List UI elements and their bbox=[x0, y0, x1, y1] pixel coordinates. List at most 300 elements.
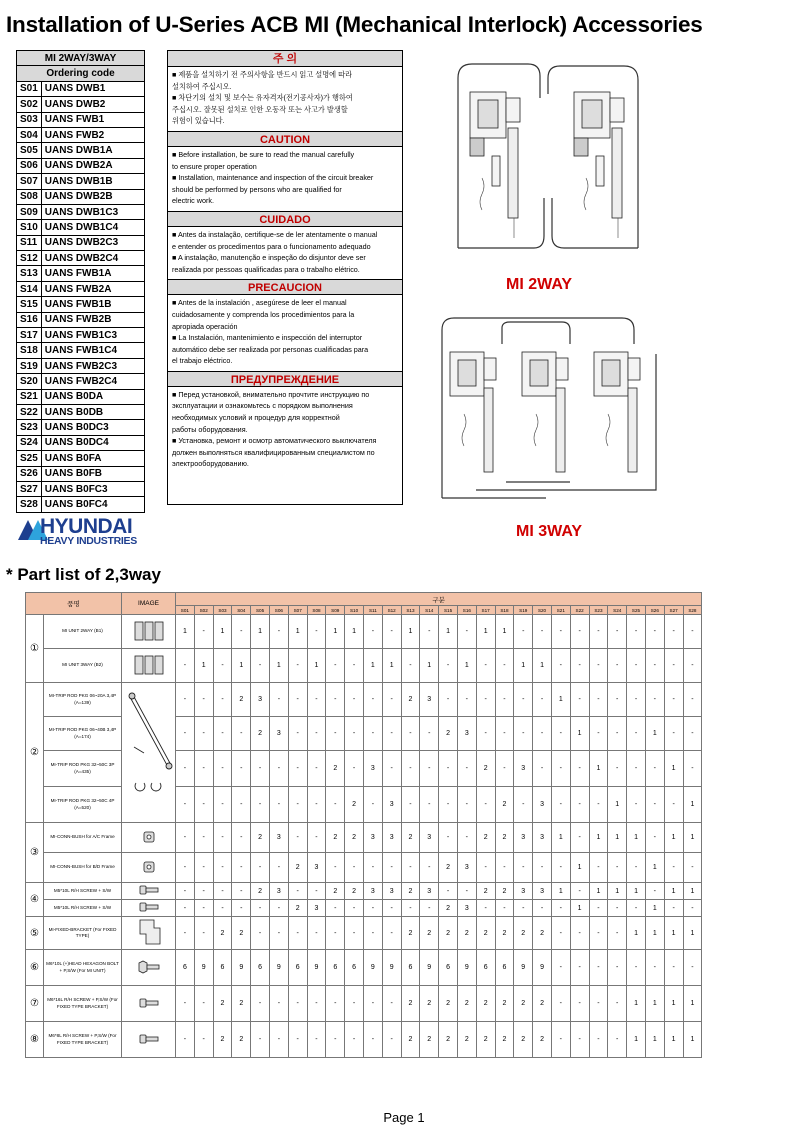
part-quantity: - bbox=[269, 751, 288, 787]
part-quantity: - bbox=[533, 717, 552, 751]
warning-line: 설치하여 주십시오. bbox=[172, 81, 232, 91]
ordering-row bbox=[17, 328, 145, 343]
part-quantity: - bbox=[514, 615, 533, 649]
warning-line: необходимых условий и процедур для корректной bbox=[172, 413, 340, 423]
part-quantity: 1 bbox=[269, 649, 288, 683]
part-quantity: 1 bbox=[420, 649, 439, 683]
part-quantity: - bbox=[551, 853, 570, 883]
warning-line: electric work. bbox=[172, 196, 214, 206]
part-quantity: - bbox=[401, 717, 420, 751]
part-quantity: - bbox=[176, 787, 195, 823]
part-quantity: - bbox=[251, 787, 270, 823]
part-quantity: - bbox=[457, 683, 476, 717]
part-quantity: - bbox=[382, 986, 401, 1022]
part-quantity: 1 bbox=[363, 649, 382, 683]
part-quantity: - bbox=[589, 787, 608, 823]
part-quantity: - bbox=[194, 717, 213, 751]
part-quantity: 2 bbox=[514, 986, 533, 1022]
part-quantity: - bbox=[176, 751, 195, 787]
part-quantity: - bbox=[664, 615, 683, 649]
part-quantity: - bbox=[194, 823, 213, 853]
ordering-row-code: UANS DWB1A bbox=[41, 143, 144, 158]
part-quantity: - bbox=[345, 1022, 364, 1058]
part-quantity: - bbox=[326, 900, 345, 917]
part-quantity: 1 bbox=[683, 986, 702, 1022]
part-name: MI-CONN-BUSH for A/C Frame bbox=[44, 823, 122, 853]
ordering-row bbox=[17, 251, 145, 266]
part-image bbox=[122, 683, 176, 823]
part-quantity: - bbox=[194, 853, 213, 883]
part-quantity: - bbox=[420, 900, 439, 917]
ordering-row bbox=[17, 281, 145, 296]
part-quantity: 2 bbox=[326, 751, 345, 787]
part-quantity: 2 bbox=[401, 823, 420, 853]
part-quantity: - bbox=[363, 787, 382, 823]
part-quantity: - bbox=[608, 1022, 627, 1058]
ordering-row bbox=[17, 297, 145, 312]
part-quantity: - bbox=[627, 787, 646, 823]
part-quantity: 2 bbox=[439, 853, 458, 883]
trip-rod-icon bbox=[124, 687, 174, 817]
ordering-row bbox=[17, 174, 145, 189]
part-image bbox=[122, 986, 176, 1022]
ordering-row bbox=[17, 497, 145, 512]
ordering-row-code: UANS DWB2B bbox=[41, 189, 144, 204]
part-quantity: 2 bbox=[401, 986, 420, 1022]
ordering-row-code: UANS FWB2A bbox=[41, 281, 144, 296]
warning-line: ■ 제품을 설치하기 전 주의사항을 반드시 읽고 설명에 따라 bbox=[172, 70, 353, 79]
page-number: Page 1 bbox=[383, 1110, 425, 1125]
part-quantity: - bbox=[213, 683, 232, 717]
part-quantity: 3 bbox=[382, 823, 401, 853]
warning-line: realizada por pessoas qualificadas para o trabalho elétrico. bbox=[172, 264, 360, 274]
code-column-header: S06 bbox=[269, 606, 288, 615]
part-quantity: 1 bbox=[194, 649, 213, 683]
part-quantity: - bbox=[589, 683, 608, 717]
ordering-row bbox=[17, 481, 145, 496]
part-quantity: - bbox=[551, 787, 570, 823]
part-quantity: - bbox=[307, 717, 326, 751]
warning-line: el trabajo eléctrico. bbox=[172, 356, 233, 366]
part-quantity: - bbox=[551, 717, 570, 751]
part-quantity: 6 bbox=[326, 950, 345, 986]
part-row bbox=[26, 615, 702, 649]
part-quantity: - bbox=[363, 717, 382, 751]
part-row bbox=[26, 649, 702, 683]
screw-icon bbox=[138, 997, 160, 1009]
ordering-row-number: S10 bbox=[17, 220, 42, 235]
part-quantity: - bbox=[664, 950, 683, 986]
part-quantity: - bbox=[251, 986, 270, 1022]
part-quantity: - bbox=[570, 615, 589, 649]
part-quantity: - bbox=[194, 683, 213, 717]
part-quantity: 2 bbox=[345, 823, 364, 853]
part-quantity: 1 bbox=[664, 823, 683, 853]
part-quantity: - bbox=[551, 649, 570, 683]
part-quantity: 1 bbox=[627, 883, 646, 900]
part-quantity: - bbox=[176, 823, 195, 853]
part-quantity: 2 bbox=[232, 917, 251, 950]
part-quantity: - bbox=[363, 900, 382, 917]
part-quantity: - bbox=[457, 615, 476, 649]
part-quantity: - bbox=[420, 615, 439, 649]
ordering-row-number: S17 bbox=[17, 328, 42, 343]
conn-bush-icon bbox=[139, 829, 159, 845]
part-quantity: - bbox=[589, 615, 608, 649]
part-quantity: - bbox=[401, 751, 420, 787]
warning-line: e entender os procedimentos para o funcionamento adequado bbox=[172, 241, 371, 251]
part-quantity: - bbox=[570, 917, 589, 950]
part-quantity: - bbox=[288, 883, 307, 900]
part-quantity: - bbox=[382, 853, 401, 883]
part-quantity: - bbox=[288, 717, 307, 751]
part-quantity: 1 bbox=[307, 649, 326, 683]
warning-line: ■ Installation, maintenance and inspection of the circuit breaker bbox=[172, 173, 374, 183]
ordering-row-code: UANS B0DB bbox=[41, 404, 144, 419]
part-quantity: - bbox=[589, 853, 608, 883]
part-quantity: 6 bbox=[251, 950, 270, 986]
part-quantity: 1 bbox=[551, 823, 570, 853]
hex-bolt-icon bbox=[137, 959, 161, 975]
mi-3way-diagram bbox=[436, 314, 662, 504]
part-quantity: - bbox=[232, 787, 251, 823]
part-quantity: - bbox=[307, 823, 326, 853]
ordering-row-number: S24 bbox=[17, 435, 42, 450]
part-quantity: - bbox=[326, 649, 345, 683]
part-quantity: 3 bbox=[420, 883, 439, 900]
part-quantity: - bbox=[269, 917, 288, 950]
part-quantity: - bbox=[645, 751, 664, 787]
part-quantity: 3 bbox=[457, 717, 476, 751]
part-quantity: - bbox=[288, 823, 307, 853]
part-quantity: - bbox=[608, 950, 627, 986]
part-quantity: - bbox=[570, 883, 589, 900]
ordering-row bbox=[17, 266, 145, 281]
part-quantity: - bbox=[683, 900, 702, 917]
part-quantity: - bbox=[213, 649, 232, 683]
part-quantity: - bbox=[307, 1022, 326, 1058]
warning-body bbox=[168, 227, 402, 279]
ordering-row-number: S26 bbox=[17, 466, 42, 481]
part-quantity: - bbox=[570, 950, 589, 986]
ordering-row-code: UANS FWB2B bbox=[41, 312, 144, 327]
part-quantity: 9 bbox=[232, 950, 251, 986]
part-quantity: - bbox=[326, 1022, 345, 1058]
part-group-number: ⑦ bbox=[26, 986, 44, 1022]
part-quantity: - bbox=[269, 900, 288, 917]
part-quantity: 3 bbox=[457, 900, 476, 917]
part-quantity: - bbox=[269, 986, 288, 1022]
part-quantity: - bbox=[570, 683, 589, 717]
part-quantity: 1 bbox=[570, 853, 589, 883]
part-quantity: - bbox=[345, 683, 364, 717]
part-quantity: - bbox=[589, 1022, 608, 1058]
mi-2way-diagram bbox=[448, 58, 648, 258]
part-quantity: - bbox=[269, 853, 288, 883]
part-quantity: 6 bbox=[476, 950, 495, 986]
part-name: MI-TRIP ROD PKG 06~40B 3,4P (A=174) bbox=[44, 717, 122, 751]
part-quantity: 1 bbox=[683, 917, 702, 950]
part-name: M5*10L R/H SCREW + S/W bbox=[44, 883, 122, 900]
part-quantity: - bbox=[345, 649, 364, 683]
ordering-row-code: UANS DWB2C3 bbox=[41, 235, 144, 250]
part-quantity: - bbox=[176, 986, 195, 1022]
part-row bbox=[26, 950, 702, 986]
part-quantity: - bbox=[232, 615, 251, 649]
part-quantity: - bbox=[608, 649, 627, 683]
part-quantity: 1 bbox=[345, 615, 364, 649]
code-column-header: S22 bbox=[570, 606, 589, 615]
code-column-header: S15 bbox=[439, 606, 458, 615]
part-quantity: 1 bbox=[495, 615, 514, 649]
part-quantity: - bbox=[457, 883, 476, 900]
part-quantity: 1 bbox=[570, 717, 589, 751]
ordering-header-code: Ordering code bbox=[17, 66, 145, 81]
warning-body bbox=[168, 387, 402, 474]
part-quantity: - bbox=[664, 787, 683, 823]
part-quantity: - bbox=[382, 1022, 401, 1058]
warning-line: ■ Установка, ремонт и осмотр автоматического выключателя bbox=[172, 436, 377, 446]
part-quantity: - bbox=[627, 615, 646, 649]
ordering-row-code: UANS FWB2C3 bbox=[41, 358, 144, 373]
part-quantity: - bbox=[194, 917, 213, 950]
part-group-number: ② bbox=[26, 683, 44, 823]
part-quantity: - bbox=[683, 717, 702, 751]
part-quantity: 1 bbox=[232, 649, 251, 683]
part-quantity: - bbox=[551, 751, 570, 787]
part-quantity: 1 bbox=[439, 615, 458, 649]
part-quantity: 1 bbox=[401, 615, 420, 649]
col-image-header: IMAGE bbox=[122, 593, 176, 615]
code-column-header: S13 bbox=[401, 606, 420, 615]
ordering-row bbox=[17, 420, 145, 435]
part-quantity: 1 bbox=[683, 1022, 702, 1058]
part-image bbox=[122, 853, 176, 883]
part-quantity: - bbox=[382, 683, 401, 717]
part-quantity: 2 bbox=[251, 883, 270, 900]
warning-line: ■ Перед установкой, внимательно прочтите инструкцию по bbox=[172, 389, 370, 399]
ordering-row bbox=[17, 220, 145, 235]
part-quantity: - bbox=[307, 917, 326, 950]
code-column-header: S09 bbox=[326, 606, 345, 615]
part-quantity: - bbox=[326, 717, 345, 751]
part-row bbox=[26, 917, 702, 950]
part-name: M5*10L R/H SCREW + S/W bbox=[44, 900, 122, 917]
part-quantity: - bbox=[401, 649, 420, 683]
part-quantity: - bbox=[288, 751, 307, 787]
part-quantity: - bbox=[645, 615, 664, 649]
part-quantity: - bbox=[288, 649, 307, 683]
part-quantity: - bbox=[345, 853, 364, 883]
part-quantity: - bbox=[326, 853, 345, 883]
ordering-row-number: S13 bbox=[17, 266, 42, 281]
part-group-number: ⑧ bbox=[26, 1022, 44, 1058]
part-quantity: 3 bbox=[251, 683, 270, 717]
part-quantity: 3 bbox=[269, 823, 288, 853]
part-quantity: - bbox=[194, 900, 213, 917]
part-quantity: 1 bbox=[551, 683, 570, 717]
part-image bbox=[122, 900, 176, 917]
part-quantity: - bbox=[232, 717, 251, 751]
part-quantity: 1 bbox=[645, 917, 664, 950]
part-quantity: - bbox=[664, 900, 683, 917]
part-quantity: 3 bbox=[420, 823, 439, 853]
code-column-header: S01 bbox=[176, 606, 195, 615]
part-quantity: - bbox=[551, 986, 570, 1022]
warning-line: ■ Before installation, be sure to read the manual carefully bbox=[172, 149, 355, 159]
part-quantity: - bbox=[176, 1022, 195, 1058]
part-name: MI-FIXED-BRACKET (For FIXED TYPE) bbox=[44, 917, 122, 950]
part-quantity: 1 bbox=[645, 986, 664, 1022]
part-name: M6*16L R/H SCREW + P,S/W (For FIXED TYPE BRACKET) bbox=[44, 986, 122, 1022]
part-quantity: - bbox=[533, 683, 552, 717]
part-quantity: 2 bbox=[213, 986, 232, 1022]
part-quantity: - bbox=[345, 900, 364, 917]
part-quantity: 2 bbox=[213, 917, 232, 950]
part-quantity: - bbox=[664, 683, 683, 717]
part-group-number: ① bbox=[26, 615, 44, 683]
page-title: Installation of U-Series ACB MI (Mechanical Interlock) Accessories bbox=[6, 12, 703, 37]
part-quantity: 1 bbox=[570, 900, 589, 917]
part-quantity: 1 bbox=[514, 649, 533, 683]
part-quantity: - bbox=[213, 787, 232, 823]
mi-unit-icon bbox=[129, 618, 169, 644]
part-quantity: - bbox=[401, 787, 420, 823]
ordering-row-number: S08 bbox=[17, 189, 42, 204]
part-quantity: - bbox=[683, 853, 702, 883]
part-quantity: - bbox=[232, 853, 251, 883]
part-quantity: - bbox=[251, 649, 270, 683]
part-quantity: - bbox=[251, 1022, 270, 1058]
part-quantity: 2 bbox=[495, 883, 514, 900]
part-quantity: - bbox=[326, 787, 345, 823]
warning-body bbox=[168, 295, 402, 371]
ordering-row bbox=[17, 143, 145, 158]
part-quantity: 3 bbox=[457, 853, 476, 883]
part-row bbox=[26, 900, 702, 917]
ordering-row bbox=[17, 158, 145, 173]
ordering-row-code: UANS FWB1C4 bbox=[41, 343, 144, 358]
part-quantity: - bbox=[194, 751, 213, 787]
col-name-header: 품명 bbox=[26, 593, 122, 615]
part-quantity: 1 bbox=[551, 883, 570, 900]
part-quantity: - bbox=[382, 917, 401, 950]
part-quantity: 3 bbox=[533, 787, 552, 823]
part-quantity: 1 bbox=[213, 615, 232, 649]
part-row bbox=[26, 853, 702, 883]
part-quantity: - bbox=[533, 900, 552, 917]
code-column-header: S23 bbox=[589, 606, 608, 615]
part-quantity: 2 bbox=[457, 1022, 476, 1058]
ordering-row-code: UANS FWB2 bbox=[41, 127, 144, 142]
part-quantity: - bbox=[307, 615, 326, 649]
ordering-row-number: S19 bbox=[17, 358, 42, 373]
part-quantity: - bbox=[307, 683, 326, 717]
part-quantity: 1 bbox=[382, 649, 401, 683]
ordering-row-number: S14 bbox=[17, 281, 42, 296]
part-quantity: 3 bbox=[514, 883, 533, 900]
part-quantity: 2 bbox=[326, 883, 345, 900]
part-quantity: - bbox=[382, 900, 401, 917]
part-quantity: - bbox=[608, 683, 627, 717]
ordering-row-number: S15 bbox=[17, 297, 42, 312]
part-quantity: 1 bbox=[664, 917, 683, 950]
part-quantity: - bbox=[363, 986, 382, 1022]
warning-title: CUIDADO bbox=[168, 211, 402, 227]
part-quantity: - bbox=[363, 917, 382, 950]
part-quantity: - bbox=[551, 917, 570, 950]
part-quantity: - bbox=[439, 787, 458, 823]
code-column-header: S10 bbox=[345, 606, 364, 615]
part-quantity: 6 bbox=[213, 950, 232, 986]
part-quantity: - bbox=[288, 787, 307, 823]
part-quantity: 2 bbox=[439, 917, 458, 950]
part-quantity: - bbox=[382, 717, 401, 751]
warning-line: должен выполняться квалифицированным специалистом по bbox=[172, 447, 375, 457]
ordering-row-number: S12 bbox=[17, 251, 42, 266]
part-quantity: 3 bbox=[269, 883, 288, 900]
ordering-row-code: UANS DWB1 bbox=[41, 81, 144, 96]
warning-line: 주십시오. 잘못된 설치로 인한 오동작 또는 사고가 발생할 bbox=[172, 104, 348, 114]
part-quantity: 2 bbox=[533, 986, 552, 1022]
part-quantity: - bbox=[307, 883, 326, 900]
part-quantity: - bbox=[476, 900, 495, 917]
code-column-header: S11 bbox=[363, 606, 382, 615]
ordering-row-number: S28 bbox=[17, 497, 42, 512]
part-quantity: - bbox=[608, 615, 627, 649]
part-quantity: - bbox=[251, 751, 270, 787]
part-quantity: 1 bbox=[589, 883, 608, 900]
mi-3way-label: MI 3WAY bbox=[516, 523, 583, 540]
ordering-row-code: UANS B0FC3 bbox=[41, 481, 144, 496]
warning-line: should be performed by persons who are qualified for bbox=[172, 184, 342, 194]
part-quantity: 9 bbox=[363, 950, 382, 986]
part-quantity: - bbox=[194, 615, 213, 649]
part-name: MI UNIT 3WAY (B2) bbox=[44, 649, 122, 683]
ordering-row-number: S09 bbox=[17, 204, 42, 219]
ordering-row-number: S05 bbox=[17, 143, 42, 158]
part-quantity: 2 bbox=[476, 917, 495, 950]
part-quantity: - bbox=[514, 787, 533, 823]
part-quantity: - bbox=[420, 751, 439, 787]
ordering-row-number: S22 bbox=[17, 404, 42, 419]
warning-title: PRECAUCION bbox=[168, 279, 402, 295]
ordering-code-table bbox=[16, 50, 145, 513]
part-quantity: 3 bbox=[533, 883, 552, 900]
part-quantity: - bbox=[194, 883, 213, 900]
part-quantity: - bbox=[570, 649, 589, 683]
ordering-row-code: UANS B0DC4 bbox=[41, 435, 144, 450]
ordering-row-number: S03 bbox=[17, 112, 42, 127]
ordering-row bbox=[17, 466, 145, 481]
code-column-header: S18 bbox=[495, 606, 514, 615]
part-quantity: - bbox=[570, 823, 589, 853]
part-quantity: 1 bbox=[683, 787, 702, 823]
part-quantity: 2 bbox=[439, 900, 458, 917]
ordering-row-number: S18 bbox=[17, 343, 42, 358]
code-column-header: S26 bbox=[645, 606, 664, 615]
part-quantity: - bbox=[608, 986, 627, 1022]
part-quantity: 2 bbox=[420, 1022, 439, 1058]
part-quantity: - bbox=[589, 900, 608, 917]
code-column-header: S19 bbox=[514, 606, 533, 615]
part-quantity: - bbox=[288, 1022, 307, 1058]
ordering-row bbox=[17, 312, 145, 327]
part-quantity: - bbox=[439, 823, 458, 853]
part-quantity: - bbox=[420, 853, 439, 883]
part-quantity: - bbox=[194, 986, 213, 1022]
part-quantity: 1 bbox=[251, 615, 270, 649]
